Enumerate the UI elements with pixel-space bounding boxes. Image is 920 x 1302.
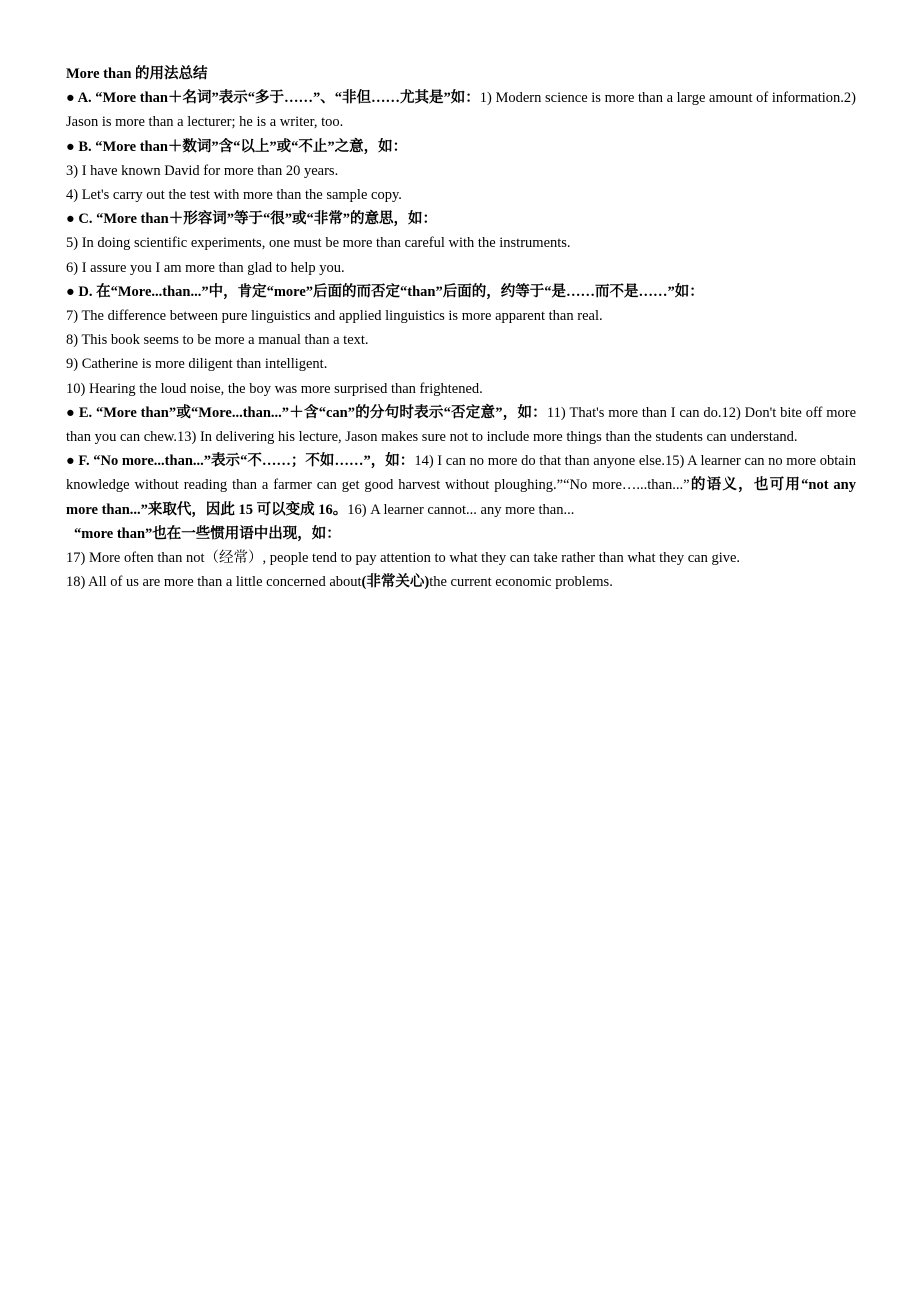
section-a-heading: ● A. “More than＋名词”表示“多于……”、“非但……尤其是”如： [66, 90, 480, 107]
section-d-heading: ● D. 在“More...than...”中，肯定“more”后面的而否定“than”后面的，约等于“是……而不是……”如： [66, 283, 704, 300]
section-e-body: 11) That's more than I can do.12) Don't bite off more than you can chew.13) In delivering his lecture, Jason makes sure not to include more things than the students can understand. [66, 404, 857, 446]
example-17-gloss: 经常 [219, 550, 249, 567]
section-e-heading: ● E. “More than”或“More...than...”＋含“can”的分句时表示“否定意”，如： [66, 404, 547, 421]
example-18-end: the current economic problems. [429, 574, 613, 591]
section-f-body-3: 16) A learner cannot... any more than... [347, 501, 575, 518]
section-f-body-2: 的语义，也可用“not any more than...”来取代，因此 15 可以变成 16。 [66, 477, 856, 518]
example-5: 5) In doing scientific experiments, one must be more than careful with the instruments. [66, 235, 571, 252]
example-17-end: ）, people tend to pay attention to what they can take rather than what they can give. [248, 550, 741, 567]
section-f-body-1: 14) I can no more do that than anyone else.15) A learner can no more obtain knowledge without reading than a farmer can get good harvest without ploughing.”“No more…...than...” [66, 453, 856, 494]
section-b-heading: ● B. “More than＋数词”含“以上”或“不止”之意，如： [66, 138, 408, 155]
section-c-heading: ● C. “More than＋形容词”等于“很”或“非常”的意思，如： [66, 211, 437, 228]
example-8: 8) This book seems to be more a manual than a text. [66, 332, 369, 349]
document-page [66, 62, 856, 594]
section-a-body: 1) Modern science is more than a large amount of information.2) Jason is more than a lecturer; he is a writer, too. [66, 90, 856, 131]
doc-title: More than 的用法总结 [66, 66, 208, 82]
example-18-gloss: (非常关心) [361, 574, 430, 591]
example-3: 3) I have known David for more than 20 years. [66, 162, 339, 179]
section-e [66, 401, 856, 449]
example-18 [66, 570, 856, 594]
section-a [66, 86, 856, 134]
example-17-start: 17) More often than not（ [66, 550, 220, 567]
example-4: 4) Let's carry out the test with more than the sample copy. [66, 187, 402, 204]
example-6: 6) I assure you I am more than glad to help you. [66, 259, 345, 276]
example-9: 9) Catherine is more diligent than intelligent. [66, 356, 328, 373]
example-17 [66, 546, 856, 570]
example-7: 7) The difference between pure linguistics and applied linguistics is more apparent than real. [66, 308, 603, 325]
section-g-heading: “more than”也在一些惯用语中出现，如： [74, 525, 341, 542]
section-f-heading: ● F. “No more...than...”表示“不……；不如……”，如： [66, 453, 415, 470]
example-10: 10) Hearing the loud noise, the boy was more surprised than frightened. [66, 380, 483, 397]
example-18-start: 18) All of us are more than a little concerned about [66, 574, 362, 591]
section-f [66, 449, 856, 522]
